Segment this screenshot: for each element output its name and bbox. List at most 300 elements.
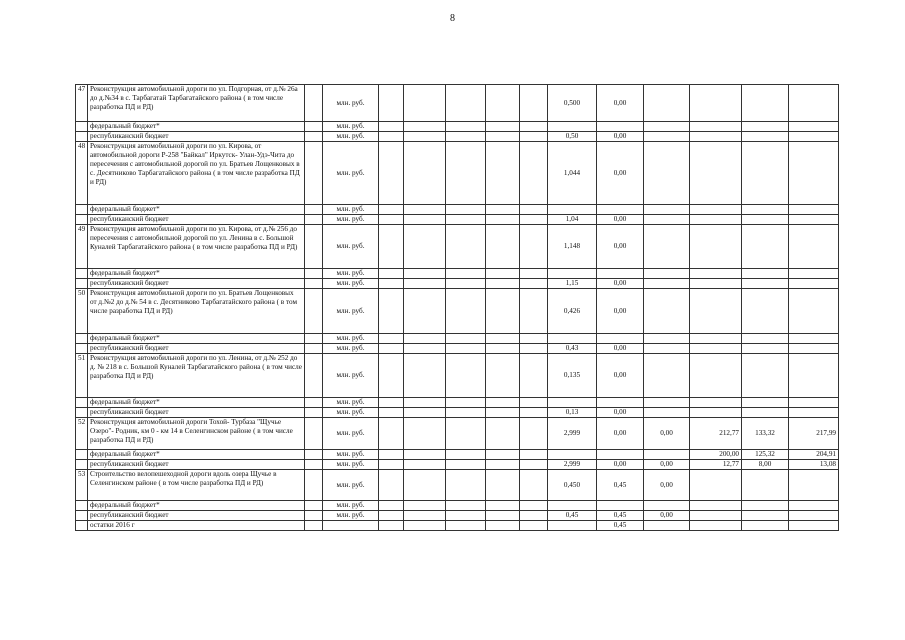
- value-cell: [548, 269, 597, 279]
- value-cell: [742, 354, 789, 398]
- row-unit: млн. руб.: [323, 344, 379, 354]
- value-cell: [742, 398, 789, 408]
- value-cell: [690, 344, 742, 354]
- value-cell: 0,00: [644, 511, 690, 521]
- value-cell: [742, 279, 789, 289]
- value-cell: 0,00: [597, 418, 644, 450]
- empty-cell: [486, 511, 520, 521]
- row-unit: млн. руб.: [323, 511, 379, 521]
- value-cell: [548, 398, 597, 408]
- value-cell: [789, 470, 839, 501]
- value-cell: [742, 215, 789, 225]
- value-cell: [644, 501, 690, 511]
- empty-cell: [379, 334, 404, 344]
- value-cell: [548, 501, 597, 511]
- empty-cell: [379, 225, 404, 269]
- row-name: федеральный бюджет*: [88, 334, 305, 344]
- value-cell: [690, 269, 742, 279]
- empty-cell: [520, 470, 548, 501]
- value-cell: [548, 521, 597, 531]
- row-unit: млн. руб.: [323, 398, 379, 408]
- table-row: [76, 122, 839, 132]
- value-cell: [548, 122, 597, 132]
- row-number: 51: [76, 354, 88, 398]
- table-row: [76, 511, 839, 521]
- empty-cell: [305, 521, 323, 531]
- value-cell: [742, 408, 789, 418]
- empty-cell: [486, 408, 520, 418]
- row-number: [76, 132, 88, 142]
- empty-cell: [404, 408, 446, 418]
- table-row: [76, 450, 839, 460]
- empty-cell: [446, 142, 486, 205]
- empty-cell: [486, 501, 520, 511]
- value-cell: [789, 132, 839, 142]
- empty-cell: [446, 408, 486, 418]
- value-cell: [644, 334, 690, 344]
- empty-cell: [446, 122, 486, 132]
- row-unit: млн. руб.: [323, 132, 379, 142]
- empty-cell: [446, 289, 486, 334]
- value-cell: 0,00: [644, 470, 690, 501]
- empty-cell: [486, 460, 520, 470]
- value-cell: 0,00: [597, 289, 644, 334]
- empty-cell: [520, 289, 548, 334]
- value-cell: [548, 334, 597, 344]
- row-number: [76, 460, 88, 470]
- empty-cell: [446, 279, 486, 289]
- row-number: 52: [76, 418, 88, 450]
- empty-cell: [379, 205, 404, 215]
- empty-cell: [305, 132, 323, 142]
- empty-cell: [520, 450, 548, 460]
- value-cell: [690, 511, 742, 521]
- value-cell: 133,32: [742, 418, 789, 450]
- value-cell: 13,08: [789, 460, 839, 470]
- empty-cell: [446, 418, 486, 450]
- row-name: Реконструкция автомобильной дороги по ул. Кирова, от автомобильной дороги Р-258 "Байкал" Иркутск- Улан-Удэ-Чита до пересечения с автомобильной дорогой по ул. Братьев Лощенковых в с. Десятниково Тарбагатайского района ( в том числе разработка ПД и РД): [88, 142, 305, 205]
- empty-cell: [404, 470, 446, 501]
- empty-cell: [305, 344, 323, 354]
- table-row: [76, 142, 839, 205]
- value-cell: 0,00: [597, 215, 644, 225]
- value-cell: 0,00: [644, 418, 690, 450]
- row-name: республиканский бюджет: [88, 132, 305, 142]
- row-unit: млн. руб.: [323, 122, 379, 132]
- row-unit: млн. руб.: [323, 501, 379, 511]
- value-cell: 0,00: [597, 142, 644, 205]
- table-row: [76, 132, 839, 142]
- value-cell: [597, 398, 644, 408]
- value-cell: [597, 450, 644, 460]
- empty-cell: [520, 225, 548, 269]
- value-cell: [789, 279, 839, 289]
- value-cell: [597, 334, 644, 344]
- empty-cell: [520, 142, 548, 205]
- empty-cell: [379, 122, 404, 132]
- table-row: [76, 205, 839, 215]
- row-unit: млн. руб.: [323, 450, 379, 460]
- row-number: [76, 205, 88, 215]
- empty-cell: [305, 215, 323, 225]
- value-cell: 8,00: [742, 460, 789, 470]
- value-cell: [644, 289, 690, 334]
- empty-cell: [520, 122, 548, 132]
- empty-cell: [404, 418, 446, 450]
- table-row: [76, 269, 839, 279]
- value-cell: [690, 142, 742, 205]
- value-cell: 0,00: [597, 132, 644, 142]
- empty-cell: [446, 85, 486, 122]
- row-name: республиканский бюджет: [88, 344, 305, 354]
- value-cell: [742, 501, 789, 511]
- value-cell: 0,500: [548, 85, 597, 122]
- value-cell: 0,00: [597, 354, 644, 398]
- value-cell: [690, 398, 742, 408]
- empty-cell: [520, 460, 548, 470]
- row-number: [76, 334, 88, 344]
- value-cell: [742, 334, 789, 344]
- row-name: Реконструкция автомобильной дороги по ул. Братьев Лощенковых от д.№2 до д.№ 54 в с. Десятниково Тарбагатайского района ( в том числе разработка ПД и РД): [88, 289, 305, 334]
- row-name: федеральный бюджет*: [88, 122, 305, 132]
- empty-cell: [486, 289, 520, 334]
- empty-cell: [446, 205, 486, 215]
- empty-cell: [404, 279, 446, 289]
- row-number: [76, 450, 88, 460]
- row-unit: млн. руб.: [323, 334, 379, 344]
- empty-cell: [305, 334, 323, 344]
- empty-cell: [486, 470, 520, 501]
- row-unit: млн. руб.: [323, 85, 379, 122]
- empty-cell: [305, 354, 323, 398]
- row-name: республиканский бюджет: [88, 511, 305, 521]
- row-number: [76, 511, 88, 521]
- value-cell: 0,00: [597, 460, 644, 470]
- value-cell: 1,148: [548, 225, 597, 269]
- empty-cell: [404, 521, 446, 531]
- row-name: республиканский бюджет: [88, 408, 305, 418]
- value-cell: [742, 470, 789, 501]
- value-cell: [742, 289, 789, 334]
- value-cell: [644, 408, 690, 418]
- empty-cell: [486, 398, 520, 408]
- row-unit: млн. руб.: [323, 418, 379, 450]
- empty-cell: [305, 511, 323, 521]
- value-cell: [690, 132, 742, 142]
- empty-cell: [486, 344, 520, 354]
- row-name: Реконструкция автомобильной дороги по ул. Подгорная, от д.№ 26а до д.№34 в с. Тарбагатай Тарбагатайского района ( в том числе разработка ПД и РД): [88, 85, 305, 122]
- row-name: Реконструкция автомобильной дороги по ул. Кирова, от д.№ 256 до пересечения с автомобильной дорогой по ул. Ленина в с. Большой Куналей Тарбагатайского района ( в том числе разработка ПД и РД): [88, 225, 305, 269]
- row-number: [76, 501, 88, 511]
- empty-cell: [486, 225, 520, 269]
- value-cell: 0,00: [597, 344, 644, 354]
- value-cell: [644, 269, 690, 279]
- value-cell: 0,45: [597, 511, 644, 521]
- empty-cell: [305, 85, 323, 122]
- value-cell: [597, 205, 644, 215]
- table-row: [76, 408, 839, 418]
- value-cell: 0,45: [597, 470, 644, 501]
- value-cell: [690, 354, 742, 398]
- value-cell: 0,13: [548, 408, 597, 418]
- value-cell: 0,00: [597, 85, 644, 122]
- value-cell: 200,00: [690, 450, 742, 460]
- empty-cell: [520, 279, 548, 289]
- empty-cell: [305, 289, 323, 334]
- empty-cell: [520, 354, 548, 398]
- value-cell: 0,45: [548, 511, 597, 521]
- row-number: [76, 215, 88, 225]
- empty-cell: [486, 215, 520, 225]
- empty-cell: [404, 142, 446, 205]
- value-cell: [742, 511, 789, 521]
- empty-cell: [404, 85, 446, 122]
- value-cell: [690, 279, 742, 289]
- empty-cell: [305, 408, 323, 418]
- empty-cell: [379, 418, 404, 450]
- empty-cell: [486, 122, 520, 132]
- table-row: [76, 215, 839, 225]
- row-number: 47: [76, 85, 88, 122]
- value-cell: 12,77: [690, 460, 742, 470]
- empty-cell: [379, 132, 404, 142]
- empty-cell: [486, 279, 520, 289]
- row-unit: млн. руб.: [323, 289, 379, 334]
- value-cell: 0,426: [548, 289, 597, 334]
- empty-cell: [446, 215, 486, 225]
- value-cell: [690, 289, 742, 334]
- empty-cell: [446, 225, 486, 269]
- row-unit: млн. руб.: [323, 408, 379, 418]
- row-name: федеральный бюджет*: [88, 269, 305, 279]
- row-number: [76, 269, 88, 279]
- empty-cell: [379, 511, 404, 521]
- value-cell: [690, 501, 742, 511]
- row-number: [76, 521, 88, 531]
- row-number: [76, 122, 88, 132]
- empty-cell: [520, 334, 548, 344]
- empty-cell: [404, 501, 446, 511]
- empty-cell: [404, 122, 446, 132]
- empty-cell: [446, 501, 486, 511]
- value-cell: [644, 85, 690, 122]
- row-unit: млн. руб.: [323, 142, 379, 205]
- row-name: федеральный бюджет*: [88, 450, 305, 460]
- value-cell: 0,50: [548, 132, 597, 142]
- empty-cell: [404, 132, 446, 142]
- empty-cell: [404, 334, 446, 344]
- row-number: 53: [76, 470, 88, 501]
- value-cell: [644, 132, 690, 142]
- row-number: 49: [76, 225, 88, 269]
- empty-cell: [379, 344, 404, 354]
- empty-cell: [404, 450, 446, 460]
- value-cell: [789, 521, 839, 531]
- table-row: [76, 354, 839, 398]
- empty-cell: [379, 521, 404, 531]
- empty-cell: [379, 215, 404, 225]
- value-cell: [789, 85, 839, 122]
- value-cell: [789, 344, 839, 354]
- empty-cell: [379, 354, 404, 398]
- empty-cell: [446, 521, 486, 531]
- value-cell: [597, 501, 644, 511]
- empty-cell: [486, 269, 520, 279]
- row-name: федеральный бюджет*: [88, 501, 305, 511]
- value-cell: [597, 269, 644, 279]
- row-number: [76, 279, 88, 289]
- value-cell: 0,450: [548, 470, 597, 501]
- value-cell: [742, 269, 789, 279]
- empty-cell: [379, 269, 404, 279]
- row-number: 48: [76, 142, 88, 205]
- value-cell: [690, 215, 742, 225]
- empty-cell: [520, 205, 548, 215]
- row-unit: млн. руб.: [323, 225, 379, 269]
- table-row: [76, 470, 839, 501]
- empty-cell: [446, 450, 486, 460]
- value-cell: 0,45: [597, 521, 644, 531]
- table-row: [76, 225, 839, 269]
- table-row: [76, 398, 839, 408]
- empty-cell: [404, 511, 446, 521]
- value-cell: [789, 225, 839, 269]
- value-cell: [789, 269, 839, 279]
- budget-table: [75, 84, 839, 531]
- table-row: [76, 289, 839, 334]
- empty-cell: [404, 354, 446, 398]
- value-cell: [742, 205, 789, 215]
- value-cell: [690, 470, 742, 501]
- empty-cell: [486, 418, 520, 450]
- value-cell: 125,32: [742, 450, 789, 460]
- empty-cell: [305, 501, 323, 511]
- value-cell: 0,00: [597, 408, 644, 418]
- row-unit: млн. руб.: [323, 205, 379, 215]
- empty-cell: [379, 450, 404, 460]
- empty-cell: [520, 418, 548, 450]
- value-cell: [742, 142, 789, 205]
- row-unit: млн. руб.: [323, 460, 379, 470]
- row-number: [76, 344, 88, 354]
- empty-cell: [404, 289, 446, 334]
- value-cell: [742, 521, 789, 531]
- empty-cell: [446, 511, 486, 521]
- empty-cell: [305, 122, 323, 132]
- value-cell: [644, 122, 690, 132]
- value-cell: [742, 132, 789, 142]
- value-cell: 1,04: [548, 215, 597, 225]
- empty-cell: [520, 215, 548, 225]
- row-name: республиканский бюджет: [88, 279, 305, 289]
- empty-cell: [520, 269, 548, 279]
- empty-cell: [446, 334, 486, 344]
- table-row: [76, 501, 839, 511]
- value-cell: 0,00: [644, 460, 690, 470]
- value-cell: [789, 501, 839, 511]
- empty-cell: [520, 521, 548, 531]
- empty-cell: [379, 398, 404, 408]
- empty-cell: [305, 269, 323, 279]
- empty-cell: [404, 215, 446, 225]
- empty-cell: [379, 501, 404, 511]
- empty-cell: [446, 269, 486, 279]
- empty-cell: [379, 289, 404, 334]
- empty-cell: [520, 501, 548, 511]
- empty-cell: [379, 85, 404, 122]
- empty-cell: [404, 398, 446, 408]
- value-cell: [597, 122, 644, 132]
- value-cell: [789, 354, 839, 398]
- value-cell: [789, 511, 839, 521]
- empty-cell: [520, 85, 548, 122]
- empty-cell: [486, 450, 520, 460]
- empty-cell: [520, 511, 548, 521]
- row-unit: млн. руб.: [323, 470, 379, 501]
- value-cell: 212,77: [690, 418, 742, 450]
- empty-cell: [486, 354, 520, 398]
- value-cell: [644, 142, 690, 205]
- value-cell: [742, 122, 789, 132]
- table-row: [76, 85, 839, 122]
- value-cell: [644, 279, 690, 289]
- page-number: 8: [450, 13, 455, 24]
- value-cell: [644, 205, 690, 215]
- value-cell: [742, 85, 789, 122]
- value-cell: [789, 398, 839, 408]
- value-cell: 2,999: [548, 418, 597, 450]
- value-cell: 0,43: [548, 344, 597, 354]
- value-cell: [644, 215, 690, 225]
- empty-cell: [486, 334, 520, 344]
- value-cell: [644, 225, 690, 269]
- value-cell: [548, 205, 597, 215]
- empty-cell: [520, 132, 548, 142]
- empty-cell: [404, 460, 446, 470]
- value-cell: [548, 450, 597, 460]
- row-name: федеральный бюджет*: [88, 205, 305, 215]
- value-cell: [690, 521, 742, 531]
- row-number: [76, 408, 88, 418]
- empty-cell: [486, 132, 520, 142]
- empty-cell: [446, 398, 486, 408]
- empty-cell: [486, 85, 520, 122]
- value-cell: 1,044: [548, 142, 597, 205]
- row-number: 50: [76, 289, 88, 334]
- value-cell: [644, 521, 690, 531]
- empty-cell: [379, 142, 404, 205]
- empty-cell: [520, 344, 548, 354]
- row-unit: [323, 521, 379, 531]
- row-unit: млн. руб.: [323, 269, 379, 279]
- row-unit: млн. руб.: [323, 215, 379, 225]
- empty-cell: [379, 460, 404, 470]
- value-cell: [644, 354, 690, 398]
- table-row: [76, 344, 839, 354]
- table-row: [76, 460, 839, 470]
- value-cell: [789, 334, 839, 344]
- value-cell: [690, 225, 742, 269]
- empty-cell: [379, 279, 404, 289]
- empty-cell: [486, 142, 520, 205]
- value-cell: [789, 122, 839, 132]
- value-cell: [789, 142, 839, 205]
- value-cell: [690, 408, 742, 418]
- row-unit: млн. руб.: [323, 279, 379, 289]
- value-cell: [690, 85, 742, 122]
- table-row: [76, 418, 839, 450]
- value-cell: 204,91: [789, 450, 839, 460]
